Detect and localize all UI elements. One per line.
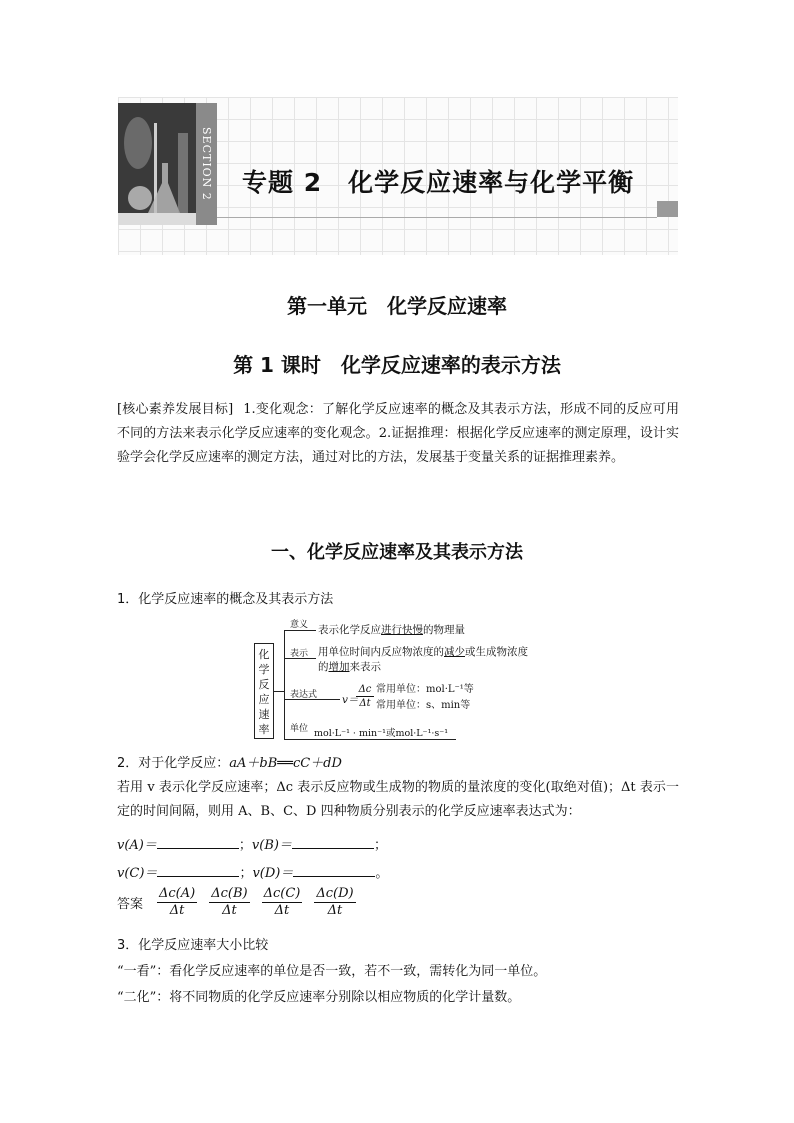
core-goals-paragraph xyxy=(117,398,679,470)
unit-title: 第一单元 化学反应速率 xyxy=(287,294,507,318)
meaning-text-ul: 进行快慢 xyxy=(381,624,423,636)
meaning-text xyxy=(318,623,465,638)
rate-c-blank[interactable] xyxy=(157,864,239,877)
rate-row-1 xyxy=(117,834,387,853)
unit-hint-1: 常用单位：mol·L⁻¹等 xyxy=(376,684,474,695)
connector-vertical xyxy=(284,630,285,740)
item2-title-pre: 2．对于化学反应： xyxy=(117,756,230,771)
root-char: 速 xyxy=(258,708,270,721)
section-label: SECTION 2 xyxy=(200,127,213,201)
item1-title: 1．化学反应速率的概念及其表示方法 xyxy=(117,592,334,607)
rate-d-blank[interactable] xyxy=(293,864,375,877)
rate-c-label: v(C)＝ xyxy=(117,866,158,881)
banner-corner-block xyxy=(657,201,678,217)
goals-tag: [核心素养发展目标] xyxy=(117,402,234,417)
answer-fraction-a xyxy=(157,886,197,919)
item2-title xyxy=(117,752,342,771)
connector-meaning xyxy=(284,630,316,631)
unit-text: mol·L⁻¹ · min⁻¹或mol·L⁻¹·s⁻¹ xyxy=(314,728,449,739)
root-char: 率 xyxy=(258,723,270,736)
rate-b-label: v(B)＝ xyxy=(251,838,292,853)
separator: ； xyxy=(238,838,252,853)
concept-diagram xyxy=(254,615,528,745)
separator: ； xyxy=(239,866,253,881)
rate-row-2 xyxy=(117,862,388,881)
formula-num: Δc xyxy=(356,683,374,697)
formula-fraction xyxy=(356,683,374,710)
formula-label: 表达式 xyxy=(290,690,318,700)
express-line1-ul: 减少 xyxy=(444,646,465,658)
item2-paragraph: 若用 v 表示化学反应速率；Δc 表示反应物或生成物的物质的量浓度的变化(取绝对值)；Δt 表示一定的时间间隔，则用 A、B、C、D 四种物质分别表示的化学反应速率表达式为： xyxy=(117,780,679,819)
diagram-root-box xyxy=(254,643,274,739)
root-char: 学 xyxy=(258,663,270,676)
express-label: 表示 xyxy=(290,649,309,659)
goals-text: 1.变化观念：了解化学反应速率的概念及其表示方法，形成不同的反应可用不同的方法来表示化学反应速率的变化观念。2.证据推理：根据化学反应速率的测定原理，设计实验学会化学反应速率的测定方法，通过对比的方法，发展基于变量关系的证据推理素养。 xyxy=(117,402,679,465)
express-text-line2 xyxy=(318,660,381,675)
answer-num: Δc(B) xyxy=(211,886,248,901)
formula-den: Δt xyxy=(359,698,371,709)
unit-label: 单位 xyxy=(290,724,309,734)
answer-row xyxy=(117,886,362,919)
reaction-equation: aA＋bB══cC＋dD xyxy=(229,756,342,771)
rate-b-blank[interactable] xyxy=(292,836,374,849)
answer-den: Δt xyxy=(274,903,290,918)
separator: 。 xyxy=(375,866,389,881)
express-text-line1 xyxy=(318,645,528,660)
answer-num: Δc(A) xyxy=(159,886,196,901)
item3-step2: “二化”：将不同物质的化学反应速率分别除以相应物质的化学计量数。 xyxy=(117,990,521,1005)
root-char: 应 xyxy=(258,693,270,706)
answer-fraction-c xyxy=(262,886,303,919)
answer-num: Δc(D) xyxy=(316,886,354,901)
topic-title: 专题 2 化学反应速率与化学平衡 xyxy=(242,168,635,197)
connector xyxy=(274,691,284,692)
express-line2-ul: 增加 xyxy=(328,661,350,673)
unit-hint-2: 常用单位：s、min等 xyxy=(376,700,471,711)
rate-d-label: v(D)＝ xyxy=(252,866,294,881)
answer-den: Δt xyxy=(169,903,185,918)
banner-underline xyxy=(217,217,657,218)
answer-num: Δc(C) xyxy=(263,886,301,901)
lab-glassware-image xyxy=(118,103,196,225)
meaning-text-pre: 表示化学反应 xyxy=(318,624,381,636)
answer-den: Δt xyxy=(327,903,343,918)
formula-v: v＝ xyxy=(342,694,359,706)
separator: ； xyxy=(373,838,387,853)
answer-fraction-b xyxy=(209,886,249,919)
express-line2-pre: 的 xyxy=(318,661,329,673)
meaning-text-post: 的物理量 xyxy=(423,624,465,636)
answer-fraction-d xyxy=(314,886,355,919)
express-line2-post: 来表示 xyxy=(349,661,381,673)
item3-step1: “一看”：看化学反应速率的单位是否一致，若不一致，需转化为同一单位。 xyxy=(117,964,547,979)
chapter-banner xyxy=(118,97,678,255)
answer-den: Δt xyxy=(222,903,237,918)
lesson-title: 第 1 课时 化学反应速率的表示方法 xyxy=(233,353,561,377)
answer-label: 答案 xyxy=(117,897,144,912)
section-heading: 一、化学反应速率及其表示方法 xyxy=(271,542,523,563)
rate-a-label: v(A)＝ xyxy=(117,838,157,853)
root-char: 化 xyxy=(258,648,270,661)
meaning-label: 意义 xyxy=(290,620,309,630)
root-char: 反 xyxy=(258,678,270,691)
express-line1-pre: 用单位时间内反应物浓度的 xyxy=(318,646,444,658)
item3-title: 3．化学反应速率大小比较 xyxy=(117,938,269,953)
express-line1-post: 或生成物浓度 xyxy=(465,646,528,658)
rate-a-blank[interactable] xyxy=(157,836,239,849)
